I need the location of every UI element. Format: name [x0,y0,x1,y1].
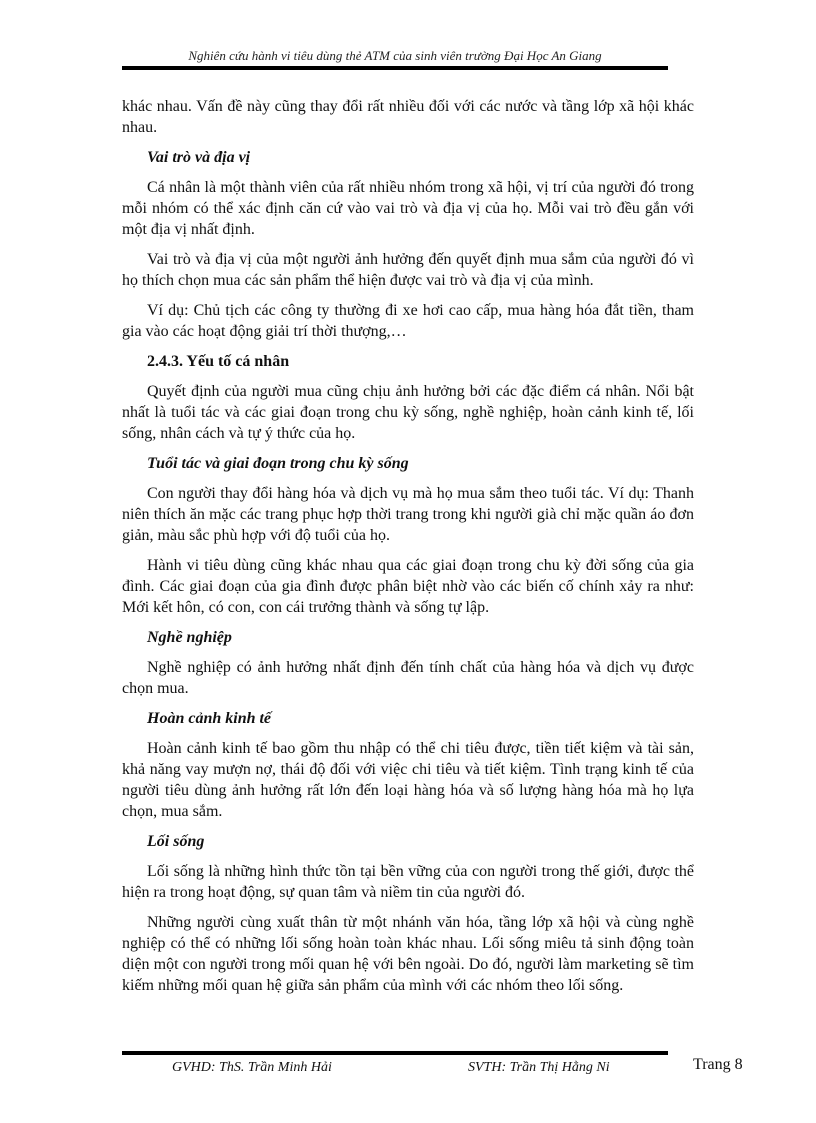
paragraph: Vai trò và địa vị của một người ảnh hưởng đến quyết định mua sắm của người đó vì họ thích chọn mua các sản phẩm thể hiện được vai trò và địa vị của mình. [122,251,694,289]
subheading-role-status: Vai trò và địa vị [147,149,251,166]
paragraph: Cá nhân là một thành viên của rất nhiều nhóm trong xã hội, vị trí của người đó trong mỗi nhóm có thể xác định căn cứ vào vai trò và địa vị của họ. Mỗi vai trò đều gắn với một địa vị nhất định. [122,179,694,238]
document-body [122,96,694,1005]
subheading-occupation: Nghề nghiệp [147,629,232,646]
subheading-age-lifecycle: Tuổi tác và giai đoạn trong chu kỳ sống [147,455,409,472]
footer-divider [122,1051,668,1055]
paragraph: Con người thay đổi hàng hóa và dịch vụ mà họ mua sắm theo tuổi tác. Ví dụ: Thanh niên thích ăn mặc các trang phục hợp thời trang trong khi người già chỉ mặc quần áo đơn giản, màu sắc phù hợp với độ tuổi của họ. [122,485,694,544]
header-divider [122,66,668,70]
paragraph: Ví dụ: Chủ tịch các công ty thường đi xe hơi cao cấp, mua hàng hóa đắt tiền, tham gia vào các hoạt động giải trí thời thượng,… [122,302,694,340]
paragraph: Những người cùng xuất thân từ một nhánh văn hóa, tầng lớp xã hội và cùng nghề nghiệp có thể có những lối sống hoàn toàn khác nhau. Lối sống miêu tả sinh động toàn diện một con người trong mối quan hệ với bên ngoài. Do đó, người làm marketing sẽ tìm kiếm những mối quan hệ giữa sản phẩm của mình với các nhóm theo lối sống. [122,914,694,994]
paragraph: Hoàn cảnh kinh tế bao gồm thu nhập có thể chi tiêu được, tiền tiết kiệm và tài sản, khả năng vay mượn nợ, thái độ đối với việc chi tiêu và tiết kiệm. Tình trạng kinh tế của người tiêu dùng ảnh hưởng rất lớn đến loại hàng hóa và số lượng hàng hóa mà họ lựa chọn, mua sắm. [122,740,694,820]
paragraph: Lối sống là những hình thức tồn tại bền vững của con người trong thế giới, được thể hiện ra trong hoạt động, sự quan tâm và niềm tin của người đó. [122,863,694,901]
page-header-title: Nghiên cứu hành vi tiêu dùng thẻ ATM của sinh viên trường Đại Học An Giang [188,48,602,63]
paragraph: Hành vi tiêu dùng cũng khác nhau qua các giai đoạn trong chu kỳ đời sống của gia đình. Các giai đoạn của gia đình được phân biệt nhờ vào các biến cố chính xảy ra như: Mới kết hôn, có con, con cái trưởng thành và sống tự lập. [122,557,694,616]
page-number: Trang 8 [693,1056,743,1073]
footer-student: SVTH: Trần Thị Hằng Ni [468,1060,610,1075]
section-heading: 2.4.3. Yếu tố cá nhân [147,353,290,370]
footer-advisor: GVHD: ThS. Trần Minh Hải [172,1060,332,1075]
paragraph: Quyết định của người mua cũng chịu ảnh hưởng bởi các đặc điểm cá nhân. Nổi bật nhất là tuổi tác và các giai đoạn trong chu kỳ sống, nghề nghiệp, hoàn cảnh kinh tế, lối sống, nhân cách và tự ý thức của họ. [122,383,694,442]
paragraph: khác nhau. Vấn đề này cũng thay đổi rất nhiều đối với các nước và tầng lớp xã hội khác nhau. [122,98,694,136]
subheading-economic-situation: Hoàn cảnh kinh tế [147,710,272,727]
paragraph: Nghề nghiệp có ảnh hưởng nhất định đến tính chất của hàng hóa và dịch vụ được chọn mua. [122,659,694,697]
subheading-lifestyle: Lối sống [147,833,205,850]
